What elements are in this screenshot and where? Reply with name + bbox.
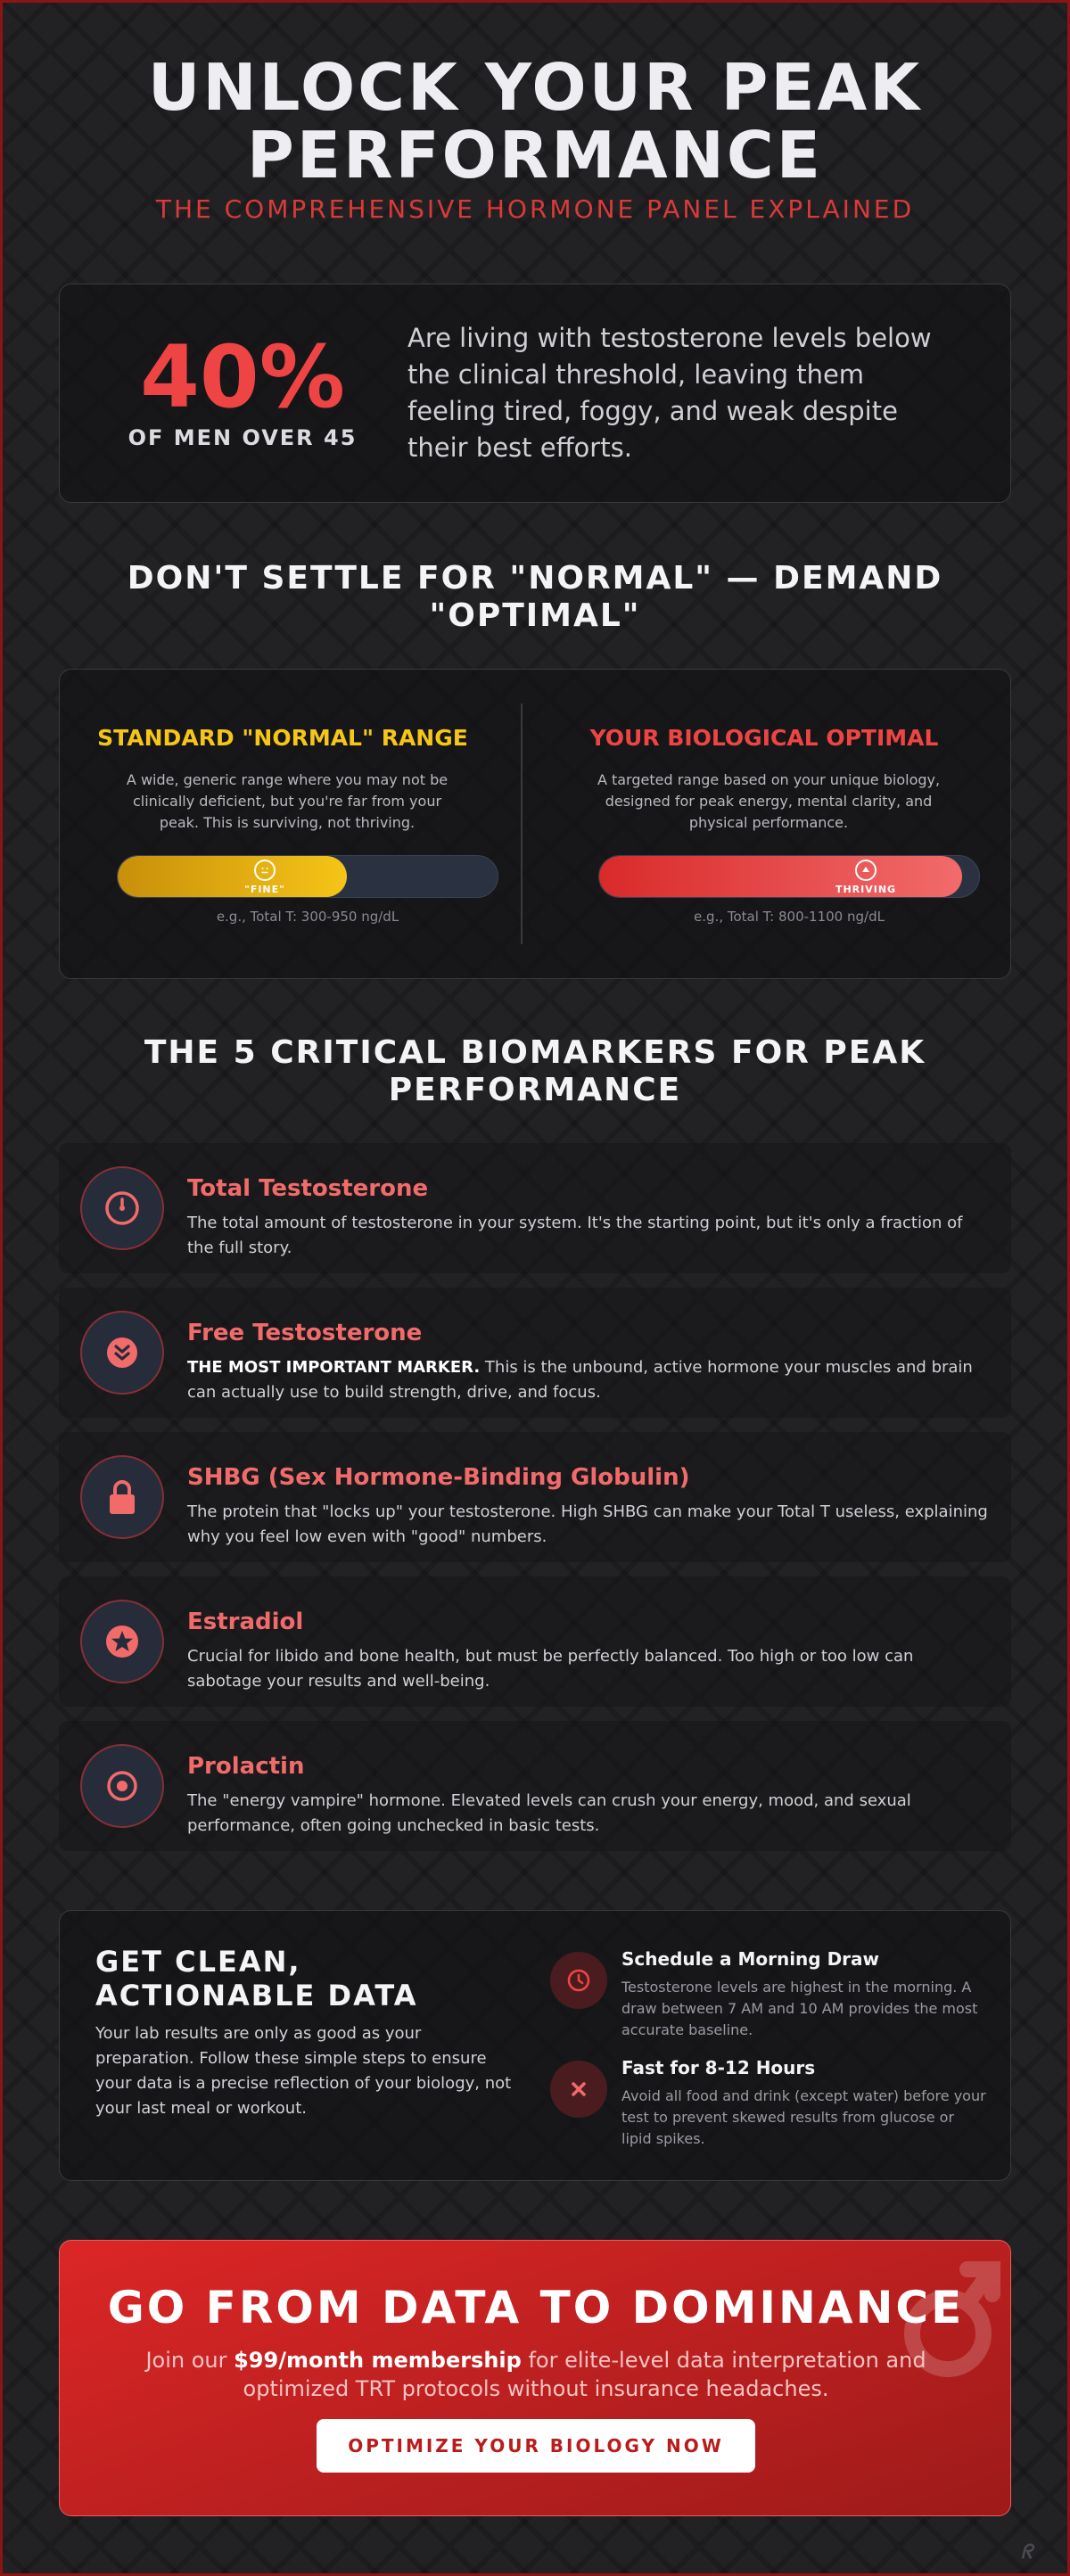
- step-description: Avoid all food and drink (except water) before your test to prevent skewed results from glucose or lipid spikes.: [621, 2087, 986, 2147]
- range-comparison-card: [59, 669, 1011, 979]
- comparison-title-line2: "OPTIMAL": [429, 597, 641, 634]
- stat-card: [59, 284, 1011, 503]
- star-badge-icon: [80, 1600, 164, 1683]
- biomarker-description: The "energy vampire" hormone. Elevated levels can crush your energy, mood, and sexual performance, often going unchecked in basic tests.: [187, 1791, 911, 1835]
- preparation-title: GET CLEAN, ACTIONABLE DATA: [95, 1945, 418, 2012]
- normal-range-text: A wide, generic range where you may not be clinically deficient, but you're far from your peak. This is surviving, not thriving.: [126, 771, 449, 831]
- preparation-card: [59, 1910, 1011, 2181]
- biomarker-free-testosterone: [59, 1288, 1011, 1418]
- normal-range-marker: [229, 856, 300, 898]
- target-icon: [80, 1744, 164, 1828]
- optimal-range-title: YOUR BIOLOGICAL OPTIMAL: [589, 725, 939, 751]
- biomarkers-title: [0, 1034, 1070, 1109]
- arrow-up-icon: [855, 860, 877, 881]
- brand-logo-icon: ᖇ: [1020, 2541, 1033, 2564]
- optimal-range-marker-label: THRIVING: [835, 884, 897, 895]
- biomarker-total-testosterone: [59, 1143, 1011, 1273]
- optimal-range-text: A targeted range based on your unique biology, designed for peak energy, mental clarity, and physical performance.: [597, 771, 941, 831]
- optimal-range-column: [541, 670, 987, 980]
- stat-text: Are living with testosterone levels below the clinical threshold, leaving them feeling tired, foggy, and weak despite their best efforts.: [407, 323, 932, 463]
- hero-title-line2: PERFORMANCE: [247, 118, 823, 193]
- biomarker-title: Prolactin: [187, 1753, 305, 1780]
- column-divider: [521, 704, 523, 944]
- clock-icon: [550, 1952, 607, 2009]
- close-icon: [550, 2061, 607, 2118]
- biomarker-prolactin: [59, 1721, 1011, 1851]
- normal-range-marker-label: "FINE": [244, 884, 285, 895]
- stat-number: 40%: [140, 327, 345, 427]
- step-title: Fast for 8-12 Hours: [621, 2057, 816, 2078]
- comparison-title-line1: DON'T SETTLE FOR "NORMAL" — DEMAND: [127, 560, 943, 597]
- biomarker-description: THE MOST IMPORTANT MARKER. This is the unbound, active hormone your muscles and brain can actually use to build strength, drive, and focus.: [187, 1358, 973, 1402]
- biomarkers-title-line1: THE 5 CRITICAL BIOMARKERS FOR PEAK: [144, 1034, 926, 1071]
- comparison-title: [0, 560, 1070, 635]
- biomarker-title: Free Testosterone: [187, 1320, 423, 1346]
- neutral-face-icon: [254, 860, 276, 881]
- hero-title-line1: UNLOCK YOUR PEAK: [147, 50, 923, 125]
- optimal-range-marker: [830, 856, 901, 898]
- step-title: Schedule a Morning Draw: [621, 1948, 880, 1970]
- hero-subtitle: THE COMPREHENSIVE HORMONE PANEL EXPLAINED: [155, 194, 915, 224]
- cta-banner: [59, 2240, 1011, 2516]
- optimal-range-example: e.g., Total T: 800-1100 ng/dL: [694, 909, 885, 925]
- gauge-icon: [80, 1166, 164, 1250]
- normal-range-bar: [117, 855, 498, 898]
- normal-range-column: [60, 670, 506, 980]
- normal-range-example: e.g., Total T: 300-950 ng/dL: [216, 909, 399, 925]
- biomarkers-title-line2: PERFORMANCE: [388, 1072, 682, 1108]
- optimal-range-bar-fill: [599, 856, 962, 897]
- hero-title: [0, 50, 1070, 193]
- biomarker-shbg: [59, 1432, 1011, 1562]
- cta-text: Join our $99/month membership for elite-level data interpretation and optimized TRT protocols without insurance headaches.: [145, 2348, 926, 2401]
- biomarker-description: The total amount of testosterone in your system. It's the starting point, but it's only a fraction of the full story.: [187, 1214, 963, 1257]
- biomarker-title: Estradiol: [187, 1609, 304, 1635]
- biomarker-description: Crucial for libido and bone health, but must be perfectly balanced. Too high or too low can sabotage your results and well-being.: [187, 1647, 914, 1691]
- lock-icon: [80, 1455, 164, 1539]
- optimize-biology-button[interactable]: OPTIMIZE YOUR BIOLOGY NOW: [317, 2419, 755, 2473]
- double-chevron-down-icon: [80, 1311, 164, 1395]
- step-description: Testosterone levels are highest in the morning. A draw between 7 AM and 10 AM provides the most accurate baseline.: [621, 1979, 978, 2038]
- normal-range-title: STANDARD "NORMAL" RANGE: [97, 725, 468, 751]
- biomarker-description: The protein that "locks up" your testosterone. High SHBG can make your Total T useless, explaining why you feel low even with "good" numbers.: [187, 1502, 988, 1546]
- cta-title: GO FROM DATA TO DOMINANCE: [107, 2282, 965, 2333]
- stat-label: OF MEN OVER 45: [128, 425, 358, 450]
- preparation-text: Your lab results are only as good as your preparation. Follow these simple steps to ensure your data is a precise reflection of your biology, not your last meal or workout.: [95, 2024, 512, 2118]
- optimal-range-bar: [598, 855, 980, 898]
- biomarker-title: Total Testosterone: [187, 1175, 429, 1202]
- biomarker-estradiol: [59, 1576, 1011, 1707]
- biomarker-title: SHBG (Sex Hormone-Binding Globulin): [187, 1464, 690, 1491]
